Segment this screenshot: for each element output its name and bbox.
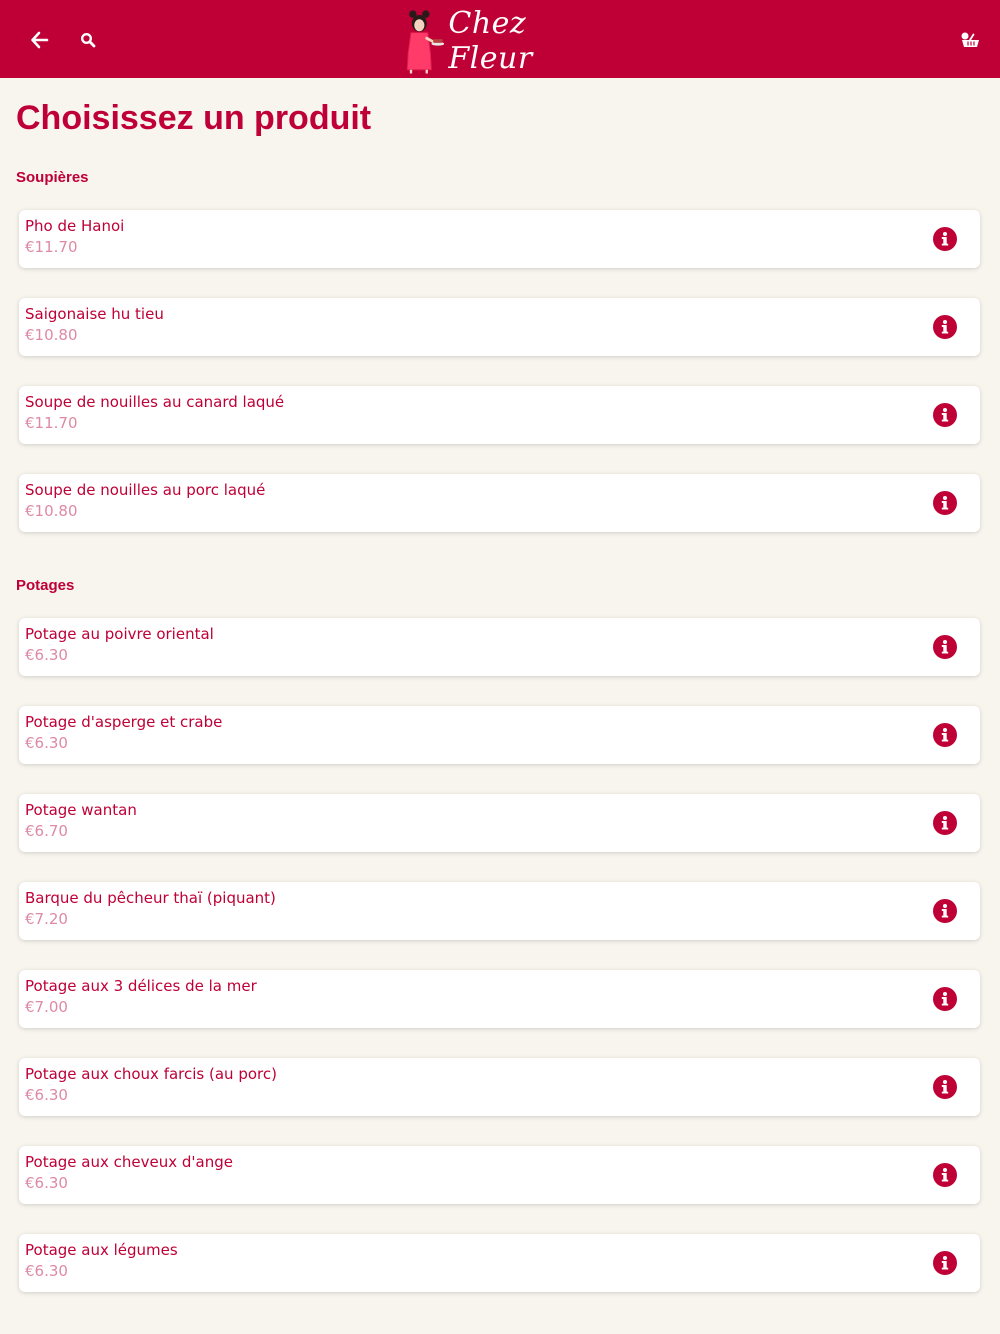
product-name: Potage wantan [25, 801, 137, 819]
product-name: Potage aux légumes [25, 1241, 178, 1259]
product-card[interactable] [19, 618, 980, 676]
product-price: €6.30 [25, 734, 68, 752]
product-name: Saigonaise hu tieu [25, 305, 164, 323]
info-icon [933, 1251, 957, 1275]
info-icon [933, 723, 957, 747]
info-button[interactable] [933, 811, 957, 835]
shopping-basket-icon [959, 31, 981, 49]
product-card[interactable] [19, 706, 980, 764]
product-name: Pho de Hanoi [25, 217, 125, 235]
app-logo [398, 6, 608, 76]
info-button[interactable] [933, 723, 957, 747]
info-icon [933, 315, 957, 339]
info-icon [933, 1075, 957, 1099]
section-title-soupieres: Soupières [16, 169, 89, 186]
product-name: Soupe de nouilles au canard laqué [25, 393, 285, 411]
product-price: €10.80 [25, 326, 78, 344]
app-header [0, 0, 1000, 78]
product-card[interactable] [19, 794, 980, 852]
product-card[interactable] [19, 298, 980, 356]
search-button[interactable] [70, 22, 106, 58]
info-button[interactable] [933, 1163, 957, 1187]
product-price: €6.30 [25, 1086, 68, 1104]
info-button[interactable] [933, 491, 957, 515]
product-card[interactable] [19, 386, 980, 444]
search-icon [80, 32, 96, 48]
logo-text: Chez Fleur [448, 6, 533, 76]
product-price: €6.30 [25, 1174, 68, 1192]
waitress-logo-icon [398, 6, 444, 76]
product-name: Potage au poivre oriental [25, 625, 214, 643]
section-title-potages: Potages [16, 577, 75, 594]
info-icon [933, 1163, 957, 1187]
info-button[interactable] [933, 315, 957, 339]
info-button[interactable] [933, 1075, 957, 1099]
page-title: Choisissez un produit [16, 99, 372, 137]
product-name: Soupe de nouilles au porc laqué [25, 481, 266, 499]
product-card[interactable] [19, 1234, 980, 1292]
product-price: €11.70 [25, 238, 78, 256]
product-name: Potage aux 3 délices de la mer [25, 977, 257, 995]
product-card[interactable] [19, 1058, 980, 1116]
arrow-left-icon [30, 30, 50, 50]
info-button[interactable] [933, 987, 957, 1011]
product-price: €6.30 [25, 1262, 68, 1280]
info-button[interactable] [933, 899, 957, 923]
cart-button[interactable] [952, 22, 988, 58]
info-icon [933, 635, 957, 659]
info-icon [933, 491, 957, 515]
product-card[interactable] [19, 210, 980, 268]
info-icon [933, 899, 957, 923]
info-icon [933, 227, 957, 251]
info-button[interactable] [933, 403, 957, 427]
product-card[interactable] [19, 970, 980, 1028]
product-price: €6.30 [25, 646, 68, 664]
product-name: Potage aux choux farcis (au porc) [25, 1065, 277, 1083]
info-button[interactable] [933, 227, 957, 251]
product-name: Potage d'asperge et crabe [25, 713, 223, 731]
product-name: Barque du pêcheur thaï (piquant) [25, 889, 276, 907]
info-icon [933, 811, 957, 835]
back-button[interactable] [22, 22, 58, 58]
product-price: €6.70 [25, 822, 68, 840]
info-button[interactable] [933, 1251, 957, 1275]
product-price: €10.80 [25, 502, 78, 520]
info-icon [933, 403, 957, 427]
product-name: Potage aux cheveux d'ange [25, 1153, 233, 1171]
product-price: €7.00 [25, 998, 68, 1016]
product-card[interactable] [19, 1146, 980, 1204]
product-card[interactable] [19, 882, 980, 940]
info-icon [933, 987, 957, 1011]
product-price: €11.70 [25, 414, 78, 432]
info-button[interactable] [933, 635, 957, 659]
product-price: €7.20 [25, 910, 68, 928]
product-card[interactable] [19, 474, 980, 532]
